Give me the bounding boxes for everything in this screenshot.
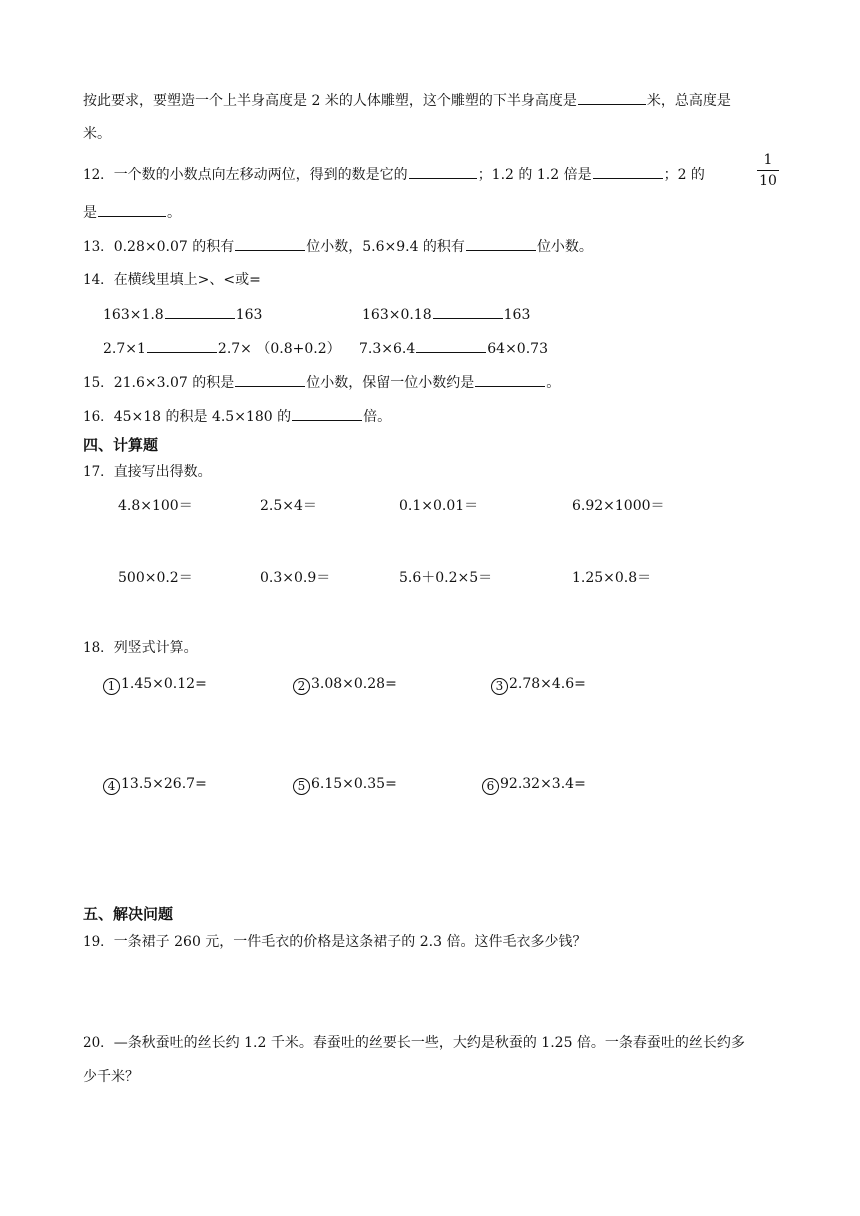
question-number: 13． [83, 239, 114, 255]
question-text: 少千米？ [83, 1069, 139, 1085]
question-text: 位小数，保留一位小数约是 [306, 375, 475, 391]
question-text: 。 [546, 375, 561, 391]
circled-number: 6 [482, 778, 499, 795]
question-text: 直接写出得数。 [113, 464, 212, 480]
circled-number: 4 [103, 778, 120, 795]
question-14 [83, 270, 261, 290]
oral-calc-item: 0.1×0.01＝ [399, 498, 479, 514]
question-number: 19． [83, 934, 114, 950]
question-18 [83, 638, 198, 658]
compare-item-3 [103, 338, 341, 359]
question-20-line-1 [83, 1033, 745, 1053]
compare-left: 163×1.8 [103, 307, 164, 323]
oral-calc-item: 4.8×100＝ [118, 498, 193, 514]
vertical-calc-item-1 [103, 674, 207, 695]
question-text: ；2 的 [663, 167, 705, 183]
circled-number: 1 [103, 678, 120, 695]
answer-blank[interactable] [433, 304, 503, 319]
question-text: 0.28×0.07 的积有 [113, 239, 235, 255]
question-text: 列竖式计算。 [113, 640, 198, 656]
intro-line-1 [83, 90, 731, 111]
oral-calc-item: 6.92×1000＝ [572, 498, 665, 514]
calc-expression: 3.08×0.28= [311, 676, 397, 692]
question-text: 21.6×3.07 的积是 [113, 375, 235, 391]
compare-left: 7.3×6.4 [359, 341, 416, 357]
oral-calc-item: 2.5×4＝ [260, 498, 317, 514]
compare-right: 64×0.73 [487, 341, 548, 357]
answer-blank[interactable] [475, 372, 545, 387]
answer-blank[interactable] [416, 338, 486, 353]
answer-blank[interactable] [409, 164, 477, 179]
calc-expression: 6.15×0.35= [311, 776, 397, 792]
fraction-one-tenth [757, 151, 779, 190]
oral-calc-item: 0.3×0.9＝ [260, 570, 331, 586]
question-text: ；1.2 的 1.2 倍是 [477, 167, 592, 183]
vertical-calc-item-4 [103, 774, 207, 795]
question-text: 在横线里填上>、<或= [113, 272, 261, 288]
intro-text-a: 按此要求，要塑造一个上半身高度是 [83, 93, 307, 109]
question-number: 20． [83, 1035, 114, 1051]
answer-blank[interactable] [98, 202, 166, 217]
compare-right: 163 [503, 307, 531, 323]
answer-blank[interactable] [165, 304, 235, 319]
question-number: 12． [83, 167, 114, 183]
fraction-numerator: 1 [763, 152, 773, 168]
section-heading-4: 四、计算题 [83, 436, 159, 454]
answer-blank[interactable] [292, 406, 362, 421]
intro-text-b: 米的人体雕塑，这个雕塑的下半身高度是 [324, 93, 577, 109]
compare-item-1 [103, 304, 262, 325]
calc-expression: 1.45×0.12= [121, 676, 207, 692]
question-number: 17． [83, 464, 114, 480]
question-text: 45×18 的积是 4.5×180 的 [113, 409, 292, 425]
question-text: 倍。 [363, 409, 392, 425]
question-17 [83, 462, 212, 482]
compare-right: 163 [235, 307, 263, 323]
intro-number: 2 [311, 93, 321, 109]
section-heading-5: 五、解决问题 [83, 905, 174, 923]
compare-right: 2.7× （0.8+0.2） [217, 341, 341, 357]
calc-expression: 13.5×26.7= [121, 776, 207, 792]
compare-item-2 [362, 304, 530, 325]
compare-left: 2.7×1 [103, 341, 146, 357]
vertical-calc-item-3 [491, 674, 586, 695]
question-number: 16． [83, 409, 114, 425]
question-20-line-2 [83, 1067, 139, 1087]
question-13 [83, 236, 593, 257]
intro-text-end: 米。 [83, 126, 111, 142]
oral-calc-item: 1.25×0.8＝ [572, 570, 652, 586]
question-text: 一条裙子 260 元，一件毛衣的价格是这条裙子的 2.3 倍。这件毛衣多少钱？ [113, 934, 587, 950]
question-12-line-2 [83, 202, 181, 223]
oral-calc-item: 5.6＋0.2×5＝ [399, 570, 493, 586]
question-number: 15． [83, 375, 114, 391]
question-15 [83, 372, 560, 393]
circled-number: 3 [491, 678, 508, 695]
circled-number: 2 [293, 678, 310, 695]
answer-blank[interactable] [578, 90, 646, 105]
answer-blank[interactable] [235, 236, 305, 251]
question-text: 。 [167, 205, 181, 221]
question-text: 是 [83, 205, 97, 221]
answer-blank[interactable] [466, 236, 536, 251]
answer-blank[interactable] [147, 338, 217, 353]
calc-expression: 92.32×3.4= [500, 776, 586, 792]
intro-text-c: 米，总高度是 [646, 93, 731, 109]
calc-expression: 2.78×4.6= [509, 676, 586, 692]
fraction-denominator: 10 [759, 173, 777, 189]
fraction-bar [757, 170, 779, 171]
question-19 [83, 932, 586, 952]
question-16 [83, 406, 391, 427]
compare-item-4 [359, 338, 548, 359]
answer-blank[interactable] [593, 164, 663, 179]
question-text: 位小数，5.6×9.4 的积有 [306, 239, 465, 255]
vertical-calc-item-2 [293, 674, 397, 695]
question-text: 位小数。 [536, 239, 593, 255]
question-number: 14． [83, 272, 114, 288]
answer-blank[interactable] [235, 372, 305, 387]
oral-calc-item: 500×0.2＝ [118, 570, 193, 586]
intro-line-2 [83, 124, 111, 144]
vertical-calc-item-5 [293, 774, 397, 795]
question-text: 一个数的小数点向左移动两位，得到的数是它的 [113, 167, 408, 183]
circled-number: 5 [293, 778, 310, 795]
question-12-line-1 [83, 164, 705, 185]
question-text: —条秋蚕吐的丝长约 1.2 千米。春蚕吐的丝要长一些，大约是秋蚕的 1.25 倍。一条春蚕吐的丝长约多 [113, 1035, 745, 1051]
question-number: 18． [83, 640, 114, 656]
vertical-calc-item-6 [482, 774, 586, 795]
compare-left: 163×0.18 [362, 307, 432, 323]
